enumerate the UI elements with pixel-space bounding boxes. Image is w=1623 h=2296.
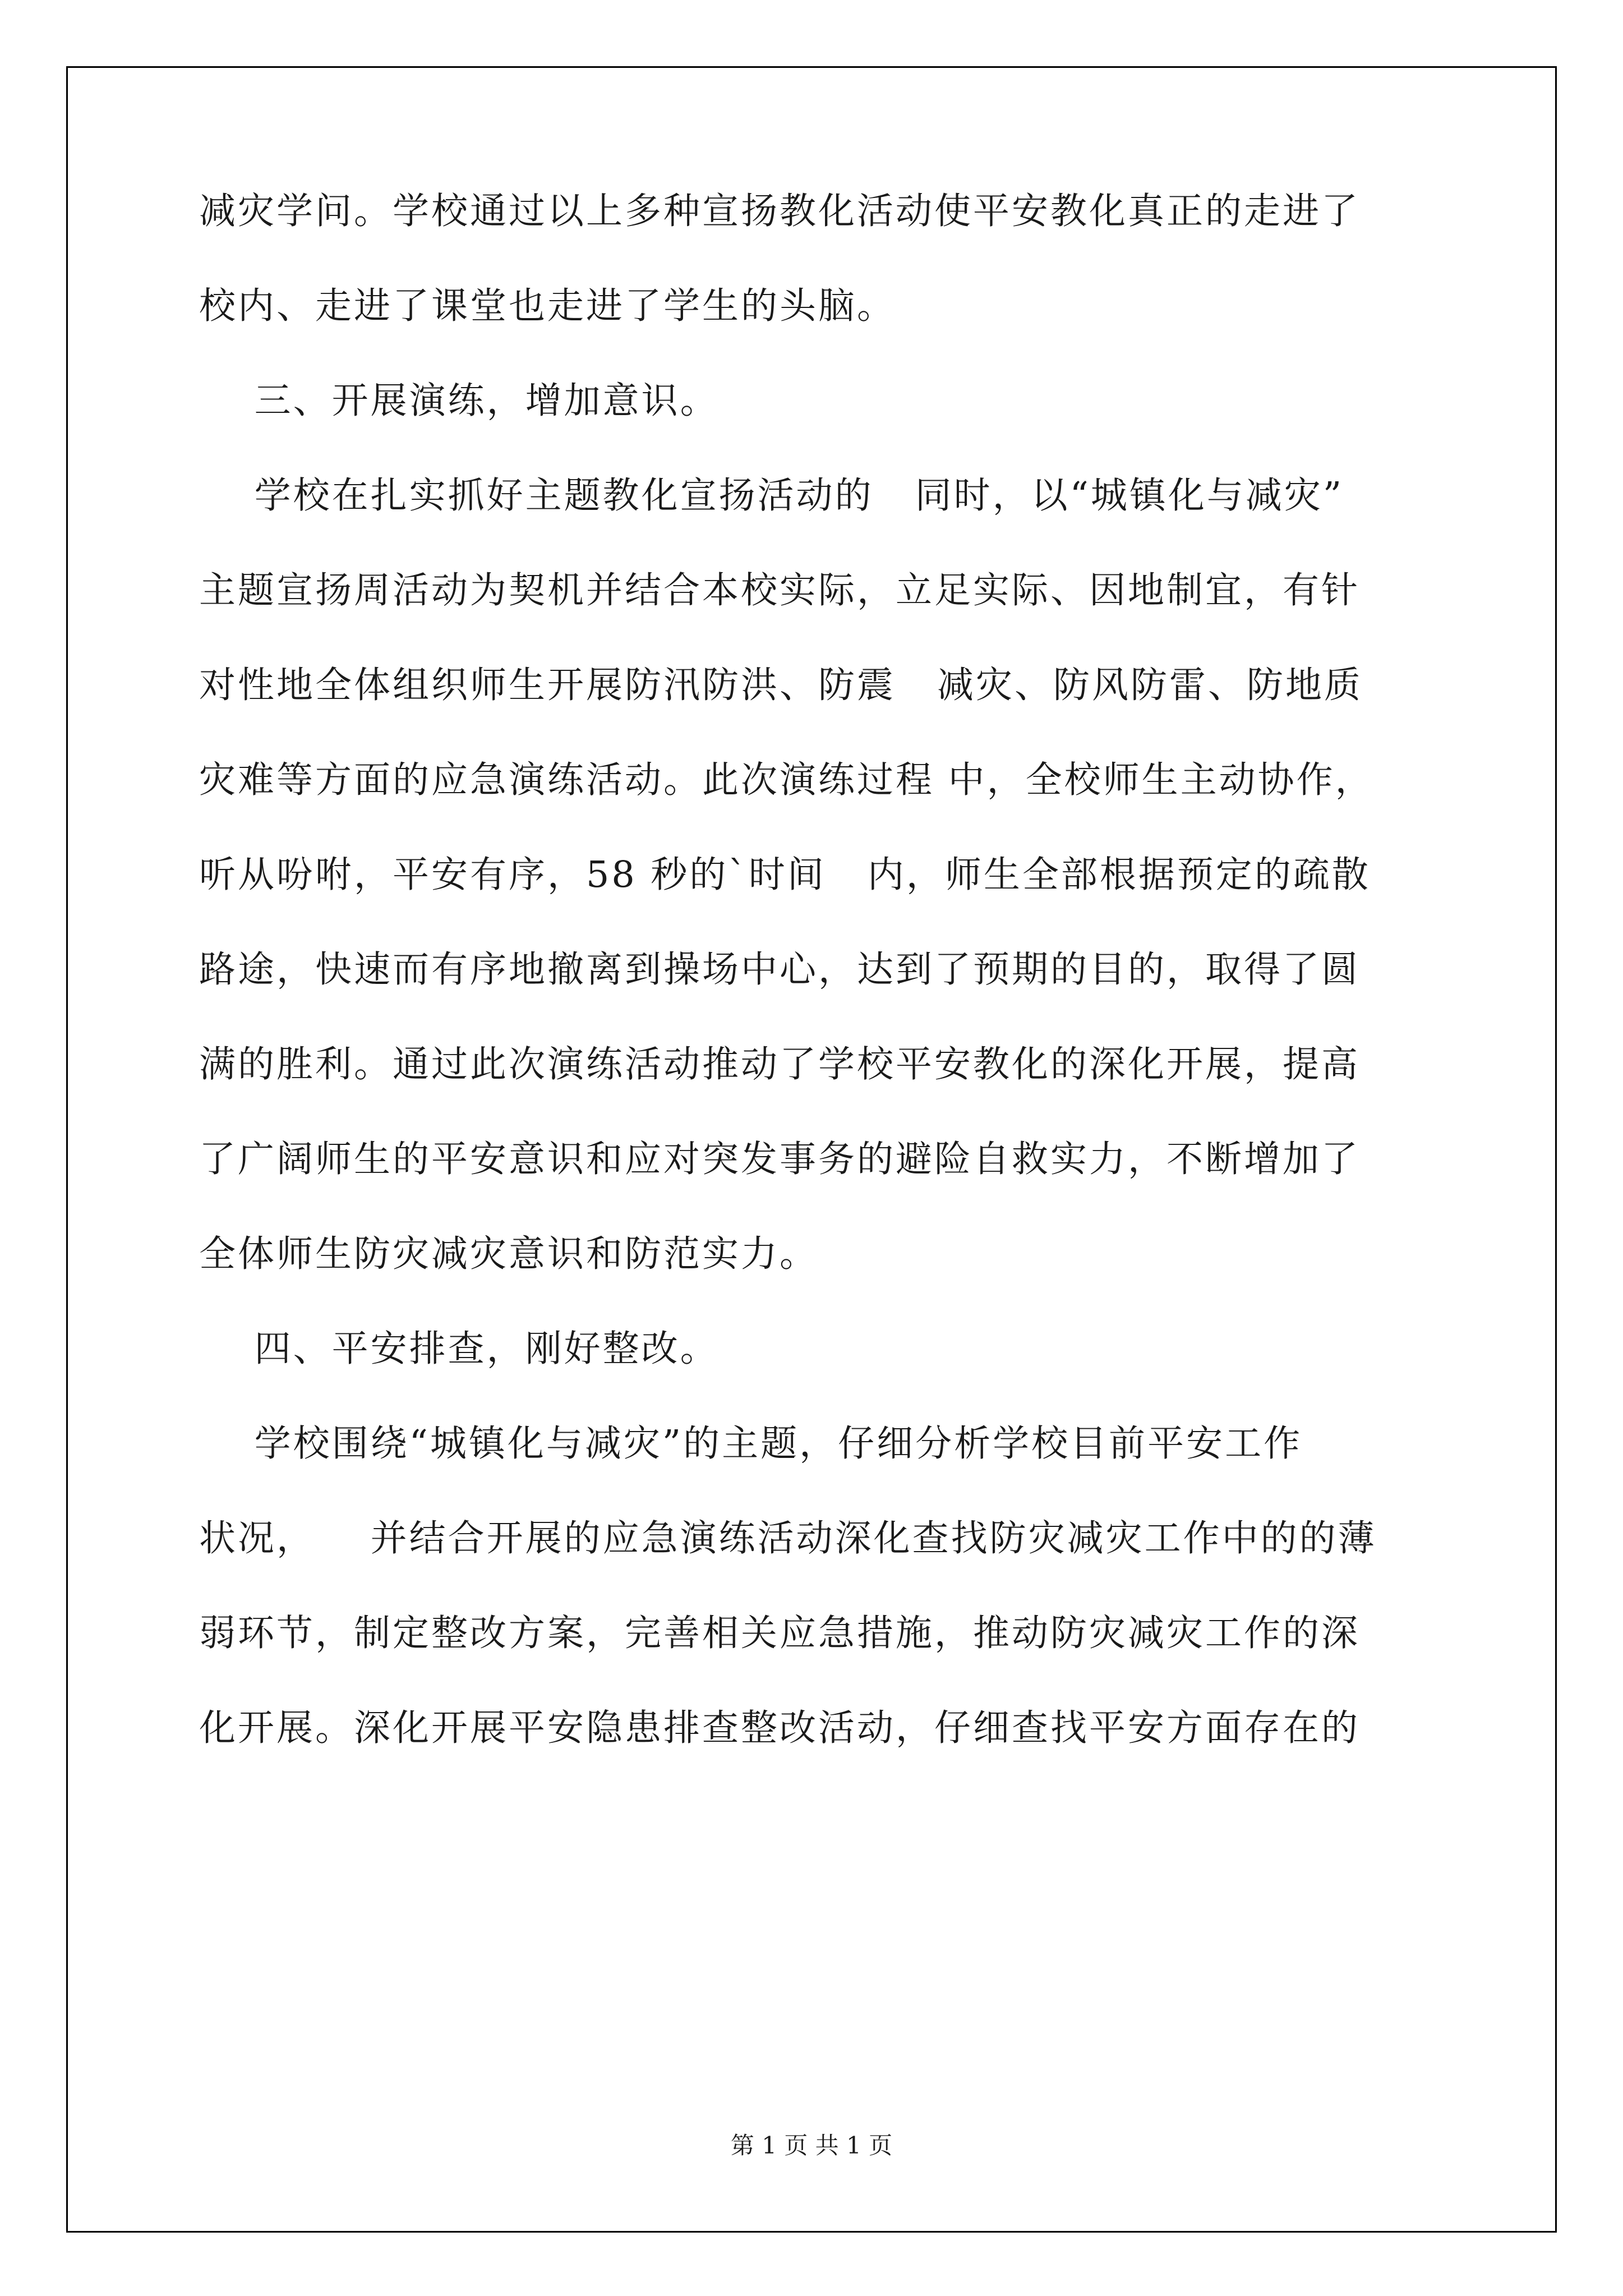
text-line: 化开展。深化开展平安隐患排查整改活动，仔细查找平安方面存在的 <box>199 1707 1361 1749</box>
section-heading: 三、开展演练，增加意识。 <box>199 380 719 422</box>
text-line: 弱环节，制定整改方案，完善相关应急措施，推动防灾减灾工作的深 <box>199 1612 1361 1654</box>
text-line: 路途，快速而有序地撤离到操场中心，达到了预期的目的，取得了圆 <box>199 949 1361 991</box>
text-line: 灾难等方面的应急演练活动。此次演练过程 中，全校师生主动协作， <box>199 759 1374 801</box>
text-line: 主题宣扬周活动为契机并结合本校实际，立足实际、因地制宜，有针 <box>199 569 1361 611</box>
text-line: 满的胜利。通过此次演练活动推动了学校平安教化的深化开展，提高 <box>199 1043 1361 1085</box>
page-number-footer: 第 1 页 共 1 页 <box>730 2132 893 2159</box>
text-line: 学校围绕“城镇化与减灾”的主题，仔细分析学校目前平安工作 <box>199 1423 1303 1465</box>
text-line: 校内、走进了课堂也走进了学生的头脑。 <box>199 285 896 327</box>
text-line: 了广阔师生的平安意识和应对突发事务的避险自救实力，不断增加了 <box>199 1138 1361 1180</box>
text-line: 减灾学问。学校通过以上多种宣扬教化活动使平安教化真正的走进了 <box>199 190 1361 232</box>
text-line: 对性地全体组织师生开展防汛防洪、防震 减灾、防风防雷、防地质 <box>199 664 1363 706</box>
text-line: 听从吩咐，平安有序，58 秒的`时间 内，师生全部根据预定的疏散 <box>199 854 1371 896</box>
section-heading: 四、平安排查，刚好整改。 <box>199 1328 719 1370</box>
text-line: 状况， 并结合开展的应急演练活动深化查找防灾减灾工作中的的薄 <box>199 1517 1377 1559</box>
text-line: 全体师生防灾减灾意识和防范实力。 <box>199 1233 819 1275</box>
text-line: 学校在扎实抓好主题教化宣扬活动的 同时，以“城镇化与减灾” <box>199 475 1344 517</box>
